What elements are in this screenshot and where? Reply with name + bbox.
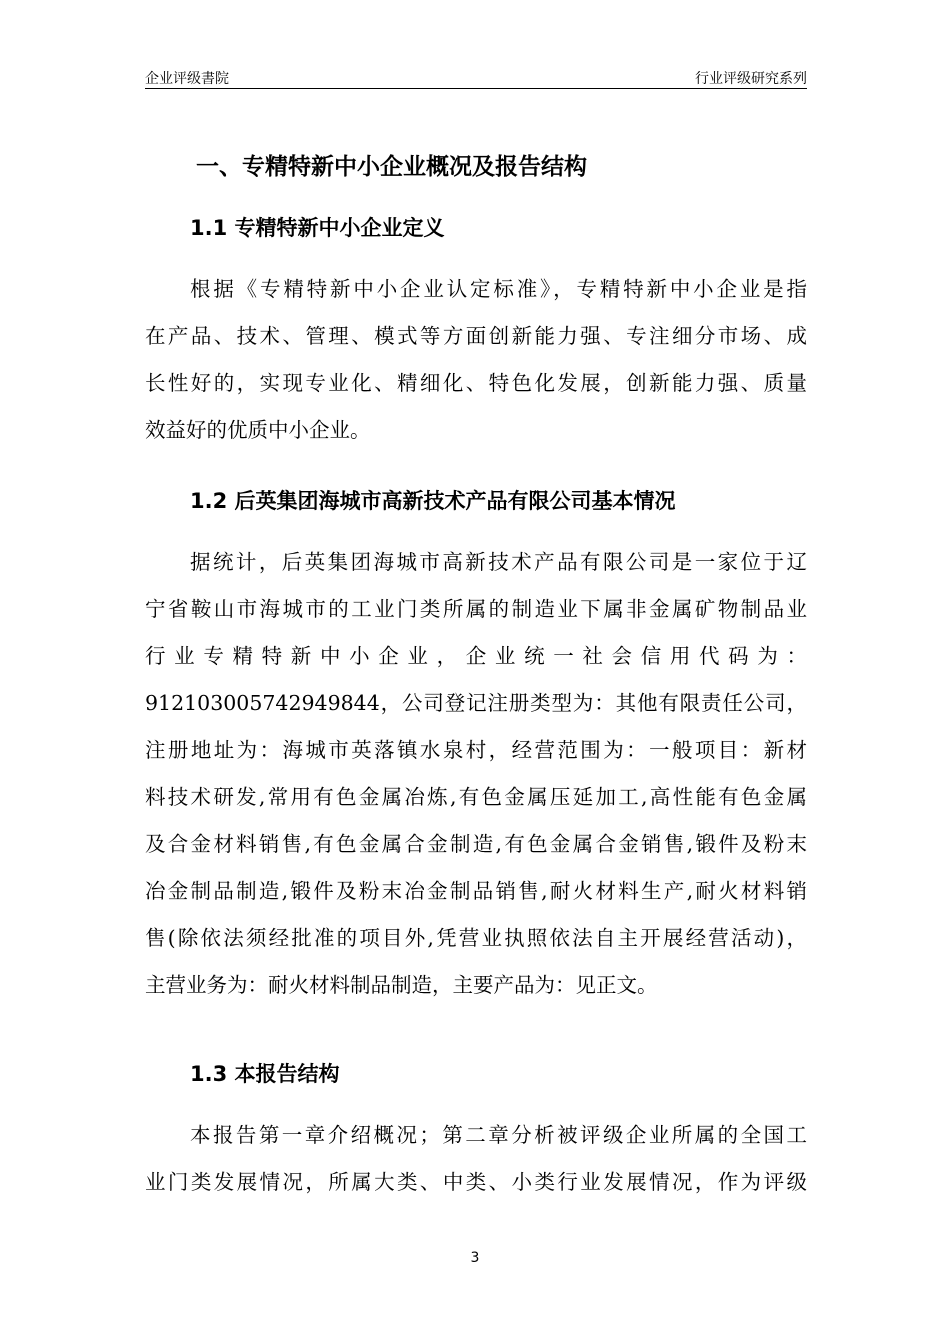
paragraph-line: 售(除依法须经批准的项目外,凭营业执照依法自主开展经营活动)， [145, 926, 807, 950]
header-right-title: 行业评级研究系列 [695, 71, 807, 87]
paragraph-line: 主营业务为：耐火材料制品制造，主要产品为：见正文。 [145, 973, 658, 997]
paragraph-line: 在产品、技术、管理、模式等方面创新能力强、专注细分市场、成 [145, 324, 807, 348]
section-1-1-paragraph [145, 266, 807, 454]
paragraph-line: 料技术研发,常用有色金属冶炼,有色金属压延加工,高性能有色金属 [145, 785, 807, 809]
paragraph-line: 行业专精特新中小企业，企业统一社会信用代码为： [145, 644, 807, 668]
paragraph-line: 912103005742949844，公司登记注册类型为：其他有限责任公司， [145, 691, 807, 715]
section-1-2-heading: 1.2 后英集团海城市高新技术产品有限公司基本情况 [190, 489, 676, 513]
paragraph-line: 本报告第一章介绍概况；第二章分析被评级企业所属的全国工 [190, 1123, 807, 1147]
section-1-heading: 一、专精特新中小企业概况及报告结构 [196, 154, 587, 180]
paragraph-line: 及合金材料销售,有色金属合金制造,有色金属合金销售,锻件及粉末 [145, 832, 807, 856]
paragraph-line: 业门类发展情况，所属大类、中类、小类行业发展情况，作为评级 [145, 1170, 807, 1194]
page-number: 3 [470, 1250, 480, 1266]
page-header [145, 66, 807, 89]
paragraph-line: 注册地址为：海城市英落镇水泉村，经营范围为：一般项目：新材 [145, 738, 807, 762]
section-1-3-heading: 1.3 本报告结构 [190, 1062, 340, 1086]
paragraph-line: 效益好的优质中小企业。 [145, 418, 371, 442]
paragraph-line: 根据《专精特新中小企业认定标准》，专精特新中小企业是指 [190, 277, 807, 301]
section-1-2-paragraph [145, 539, 807, 1009]
paragraph-line: 宁省鞍山市海城市的工业门类所属的制造业下属非金属矿物制品业 [145, 597, 807, 621]
header-left-title: 企业评级書院 [145, 71, 229, 87]
paragraph-line: 冶金制品制造,锻件及粉末冶金制品销售,耐火材料生产,耐火材料销 [145, 879, 807, 903]
paragraph-line: 长性好的，实现专业化、精细化、特色化发展，创新能力强、质量 [145, 371, 807, 395]
section-1-1-heading: 1.1 专精特新中小企业定义 [190, 216, 445, 240]
paragraph-line: 据统计，后英集团海城市高新技术产品有限公司是一家位于辽 [190, 550, 807, 574]
section-1-3-paragraph [145, 1112, 807, 1206]
